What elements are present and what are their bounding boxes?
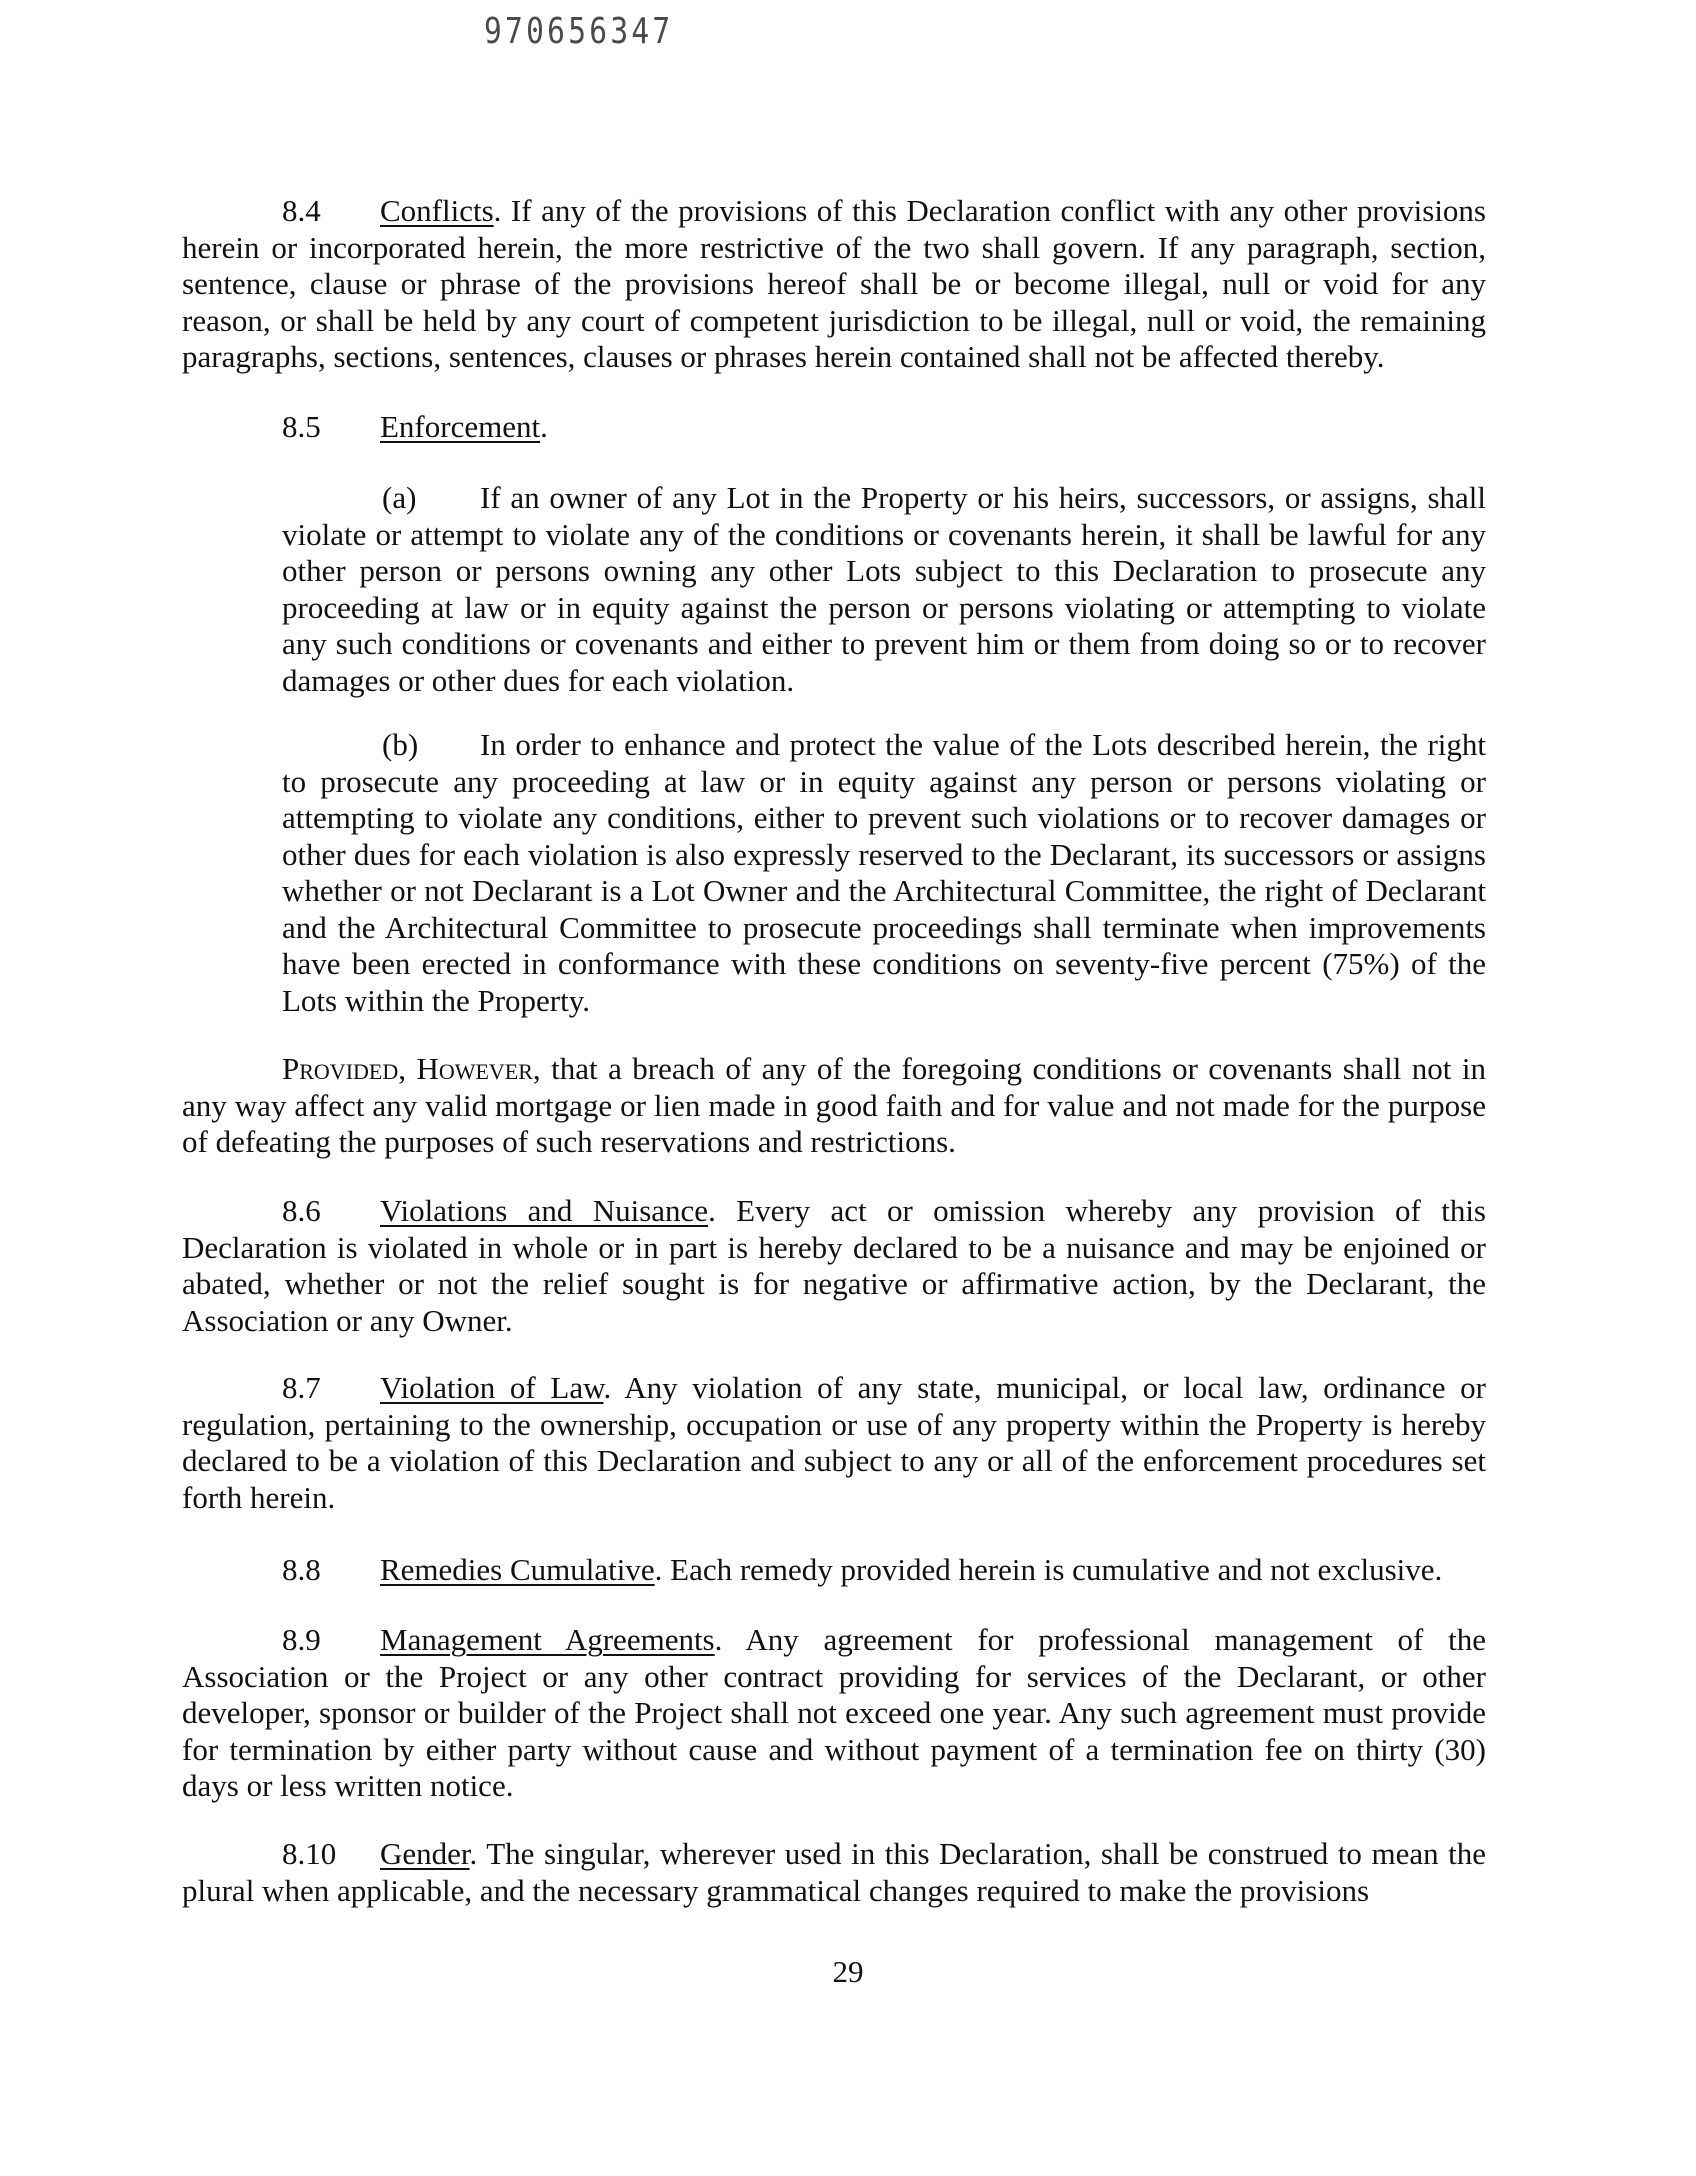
section-number: 8.10	[282, 1836, 337, 1871]
section-number: 8.7	[282, 1370, 321, 1405]
section-8-8: 8.8 Remedies Cumulative. Each remedy provided herein is cumulative and not exclusive.	[282, 1552, 1443, 1587]
section-title: Violation of Law	[380, 1370, 604, 1405]
section-body: Any agreement for professional management of the Association or the Project or any other contract providing for services of the Declarant, or other developer, sponsor or builder of the Project shall not exceed one year. Any such agreement must provide for termination by either party without cause and without payment of a termination fee on thirty (30) days or less written notice.	[182, 1622, 1486, 1803]
section-title: Violations and Nuisance	[380, 1193, 709, 1228]
section-number: 8.6	[282, 1193, 321, 1228]
recording-number-stamp: 970656347	[484, 11, 674, 52]
section-8-10: 8.10 Gender. The singular, wherever used in this Declaration, shall be construed to mean the plural when applicable, and the necessary grammatical changes required to make the provisions	[182, 1836, 1486, 1908]
page-number: 29	[832, 1954, 864, 1989]
section-title: Conflicts	[380, 193, 494, 228]
section-body: Each remedy provided herein is cumulative and not exclusive.	[662, 1552, 1443, 1587]
proviso-lead: Provided, However,	[282, 1051, 541, 1086]
subsection-label: (a)	[382, 480, 417, 515]
section-body: If any of the provisions of this Declaration conflict with any other provisions herein or incorporated herein, the more restrictive of the two shall govern. If any paragraph, section, sentence, clause or phrase of the provisions hereof shall be or become illegal, null or void for any reason, or shall be held by any court of competent jurisdiction to be illegal, null or void, the remaining paragraphs, sections, sentences, clauses or phrases herein contained shall not be affected thereby.	[182, 193, 1486, 374]
proviso-paragraph	[182, 1051, 1486, 1161]
proviso-body: that a breach of any of the foregoing conditions or covenants shall not in any way affect any valid mortgage or lien made in good faith and for value and not made for the purpose of defeating the purposes of such reservations and restrictions.	[182, 1051, 1486, 1159]
section-title: Gender	[380, 1836, 470, 1871]
section-title: Enforcement	[380, 409, 541, 444]
subsection-body: If an owner of any Lot in the Property or his heirs, successors, or assigns, shall violate or attempt to violate any of the conditions or covenants herein, it shall be lawful for any other person or persons owning any other Lots subject to this Declaration to prosecute any proceeding at law or in equity against the person or persons violating or attempting to violate any such conditions or covenants and either to prevent him or them from doing so or to recover damages or other dues for each violation.	[282, 480, 1486, 698]
section-number: 8.8	[282, 1552, 321, 1587]
section-body: The singular, wherever used in this Declaration, shall be construed to mean the plural when applicable, and the necessary grammatical changes required to make the provisions	[182, 1836, 1486, 1908]
section-body: Any violation of any state, municipal, or local law, ordinance or regulation, pertaining to the ownership, occupation or use of any property within the Property is hereby declared to be a violation of this Declaration and subject to any or all of the enforcement procedures set forth herein.	[182, 1370, 1486, 1515]
section-number: 8.4	[282, 193, 321, 228]
section-8-6: 8.6 Violations and Nuisance. Every act or omission whereby any provision of this Declaration is violated in whole or in part is hereby declared to be a nuisance and may be enjoined or abated, whether or not the relief sought is for negative or affirmative action, by the Declarant, the Association or any Owner.	[182, 1193, 1486, 1338]
section-8-4: 8.4 Conflicts. If any of the provisions of this Declaration conflict with any other provisions herein or incorporated herein, the more restrictive of the two shall govern. If any paragraph, section, sentence, clause or phrase of the provisions hereof shall be or become illegal, null or void for any reason, or shall be held by any court of competent jurisdiction to be illegal, null or void, the remaining paragraphs, sections, sentences, clauses or phrases herein contained shall not be affected thereby.	[182, 193, 1486, 374]
subsection-label: (b)	[382, 727, 419, 762]
section-8-7: 8.7 Violation of Law. Any violation of any state, municipal, or local law, ordinance or regulation, pertaining to the ownership, occupation or use of any property within the Property is hereby declared to be a violation of this Declaration and subject to any or all of the enforcement procedures set forth herein.	[182, 1370, 1486, 1515]
section-8-9: 8.9 Management Agreements. Any agreement for professional management of the Association or the Project or any other contract providing for services of the Declarant, or other developer, sponsor or builder of the Project shall not exceed one year. Any such agreement must provide for termination by either party without cause and without payment of a termination fee on thirty (30) days or less written notice.	[182, 1622, 1486, 1803]
section-title: Management Agreements	[380, 1622, 715, 1657]
section-number: 8.5	[282, 409, 321, 444]
subsection-body: In order to enhance and protect the value of the Lots described herein, the right to prosecute any proceeding at law or in equity against any person or persons violating or attempting to violate any conditions, either to prevent such violations or to recover damages or other dues for each violation is also expressly reserved to the Declarant, its successors or assigns whether or not Declarant is a Lot Owner and the Architectural Committee, the right of Declarant and the Architectural Committee to prosecute proceedings shall terminate when improvements have been erected in conformance with these conditions on seventy-five percent (75%) of the Lots within the Property.	[282, 727, 1486, 1018]
subsection-8-5-b	[282, 727, 1486, 1019]
subsection-8-5-a	[282, 480, 1486, 699]
section-body: Every act or omission whereby any provision of this Declaration is violated in whole or in part is hereby declared to be a nuisance and may be enjoined or abated, whether or not the relief sought is for negative or affirmative action, by the Declarant, the Association or any Owner.	[182, 1193, 1486, 1338]
section-title: Remedies Cumulative	[380, 1552, 655, 1587]
section-number: 8.9	[282, 1622, 321, 1657]
section-8-5: 8.5 Enforcement.	[282, 409, 548, 444]
